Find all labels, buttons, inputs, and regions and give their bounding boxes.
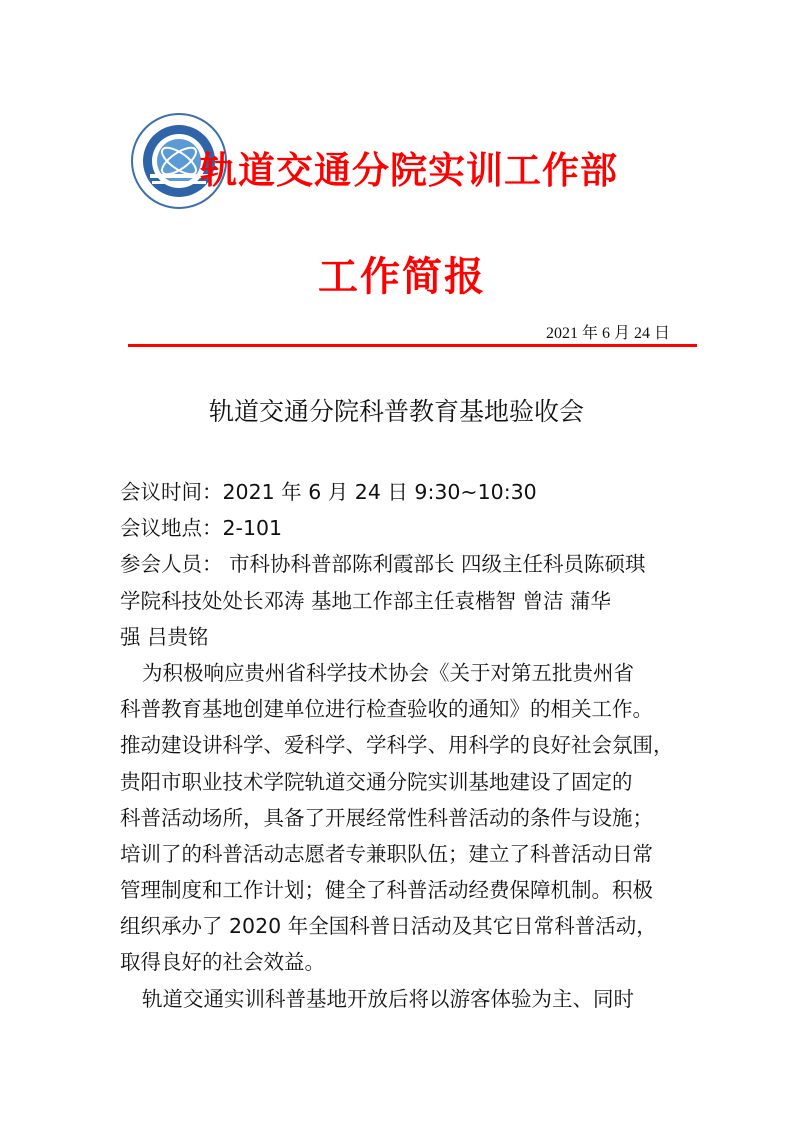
bulletin-title: 工作简报 (318, 253, 486, 300)
paragraph-line: 培训了的科普活动志愿者专兼职队伍；建立了科普活动日常 (120, 841, 653, 866)
red-divider (128, 344, 697, 347)
paragraph-line: 取得良好的社会效益。 (120, 950, 325, 975)
paragraph-line: 科普活动场所，具备了开展经常性科普活动的条件与设施； (120, 805, 653, 830)
paragraph-line: 推动建设讲科学、爱科学、学科学、用科学的良好社会氛围， (120, 733, 674, 758)
meeting-time: 会议时间：2021 年 6 月 24 日 9:30~10:30 (120, 480, 537, 504)
paragraph-line: 科普教育基地创建单位进行检查验收的通知》的相关工作。 (120, 697, 653, 722)
bulletin-date: 2021 年 6 月 24 日 (545, 325, 670, 342)
org-title: 轨道交通分院实训工作部 (200, 148, 618, 192)
paragraph-line: 贵阳市职业技术学院轨道交通分院实训基地建设了固定的 (120, 769, 633, 794)
paragraph-line: 为积极响应贵州省科学技术协会《关于对第五批贵州省 (142, 660, 634, 685)
paragraph-line: 轨道交通实训科普基地开放后将以游客体验为主、同时 (142, 986, 634, 1011)
paragraph-line: 组织承办了 2020 年全国科普日活动及其它日常科普活动， (120, 914, 657, 939)
attendees-line: 参会人员： 市科协科普部陈利霞部长 四级主任科员陈硕琪 (120, 552, 646, 577)
article-body (120, 477, 700, 1020)
attendees-line: 学院科技处处长邓涛 基地工作部主任袁楷智 曾洁 蒲华 (120, 588, 612, 613)
article-headline: 轨道交通分院科普教育基地验收会 (208, 397, 584, 426)
paragraph-line: 管理制度和工作计划；健全了科普活动经费保障机制。积极 (120, 878, 653, 903)
meeting-location: 会议地点：2-101 (120, 516, 283, 541)
attendees-line: 强 吕贵铭 (120, 624, 209, 649)
